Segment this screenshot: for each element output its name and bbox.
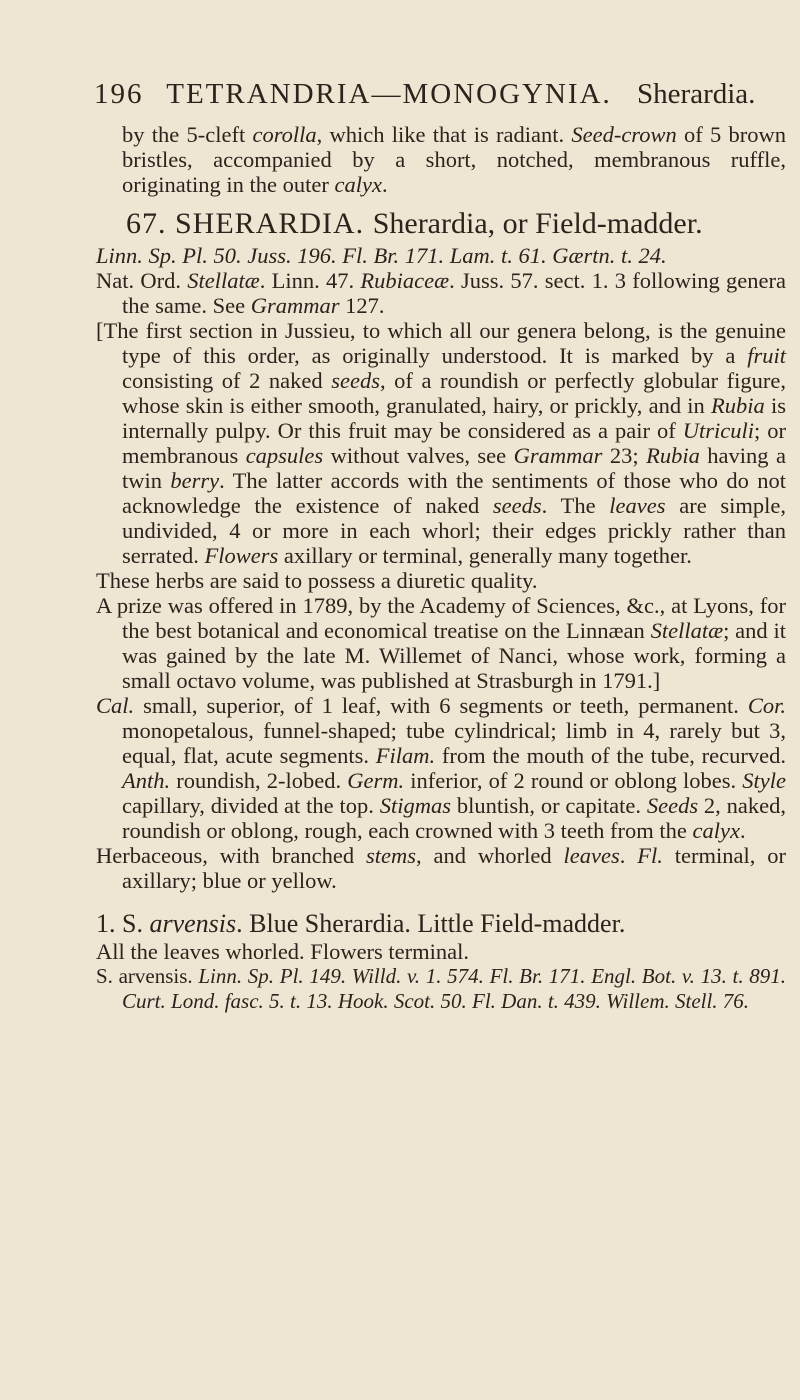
continued-paragraph: by the 5-cleft corolla, which like that is radiant. Seed-crown of 5 brown bristles, accompanied by a short, notched, membranous ruffle, originating in the outer calyx.	[122, 122, 786, 197]
habit-paragraph: Herbaceous, with branched stems, and whorled leaves. Fl. terminal, or axillary; blue or yellow.	[96, 843, 787, 893]
species-synonymy: S. arvensis. Linn. Sp. Pl. 149. Willd. v. 1. 574. Fl. Br. 171. Engl. Bot. v. 13. t. 891. Curt. Lond. fasc. 5. t. 13. Hook. Scot. 50. Fl. Dan. t. 439. Willem. Stell. 76.	[96, 964, 787, 1013]
references-paragraph: Linn. Sp. Pl. 50. Juss. 196. Fl. Br. 171. Lam. t. 61. Gærtn. t. 24.	[96, 243, 667, 268]
species-description: All the leaves whorled. Flowers terminal.	[96, 939, 470, 964]
diuretic-paragraph: These herbs are said to possess a diuretic quality.	[96, 568, 538, 593]
genus-number: 67.	[126, 207, 167, 240]
genus-common-name: Sherardia, or Field-madder.	[372, 207, 703, 240]
generic-characters-paragraph: Cal. small, superior, of 1 leaf, with 6 segments or teeth, permanent. Cor. monopetalous, funnel-shaped; tube cylindrical; limb in 4, rarely but 3, equal, flat, acute segments. Filam. from the mouth of the tube, recurved. Anth. roundish, 2-lobed. Germ. inferior, of 2 round or oblong lobes. Style capillary, divided at the top. Stigmas bluntish, or capitate. Seeds 2, naked, roundish or oblong, rough, each crowned with 3 teeth from the calyx.	[96, 693, 787, 843]
page-body	[96, 122, 786, 1014]
genus-title	[96, 205, 786, 243]
section-note-paragraph: [The first section in Jussieu, to which all our genera belong, is the genuine type of this order, as originally understood. It is marked by a fruit consisting of 2 naked seeds, of a roundish or perfectly globular figure, whose skin is either smooth, granulated, hairy, or prickly, and in Rubia is internally pulpy. Or this fruit may be considered as a pair of Utriculi; or membranous capsules without valves, see Grammar 23; Rubia having a twin berry. The latter accords with the sentiments of those who do not acknowledge the existence of naked seeds. The leaves are simple, undivided, 4 or more in each whorl; their edges prickly rather than serrated. Flowers axillary or terminal, generally many together.	[96, 318, 787, 568]
page-number: 196	[94, 78, 144, 110]
running-title: TETRANDRIA—MONOGYNIA.	[166, 78, 612, 110]
running-genus: Sherardia.	[637, 78, 756, 110]
genus-name: SHERARDIA.	[175, 207, 365, 240]
prize-paragraph: A prize was offered in 1789, by the Academy of Sciences, &c., at Lyons, for the best botanical and economical treatise on the Linnæan Stellatæ; and it was gained by the late M. Willemet of Nanci, whose work, forming a small octavo volume, was published at Strasburgh in 1791.]	[96, 593, 786, 693]
running-header	[94, 78, 756, 111]
species-heading: 1. S. arvensis. Blue Sherardia. Little Field-madder.	[96, 909, 626, 938]
natural-order-paragraph: Nat. Ord. Stellatæ. Linn. 47. Rubiaceæ. Juss. 57. sect. 1. 3 following genera the same. See Grammar 127.	[96, 268, 786, 318]
